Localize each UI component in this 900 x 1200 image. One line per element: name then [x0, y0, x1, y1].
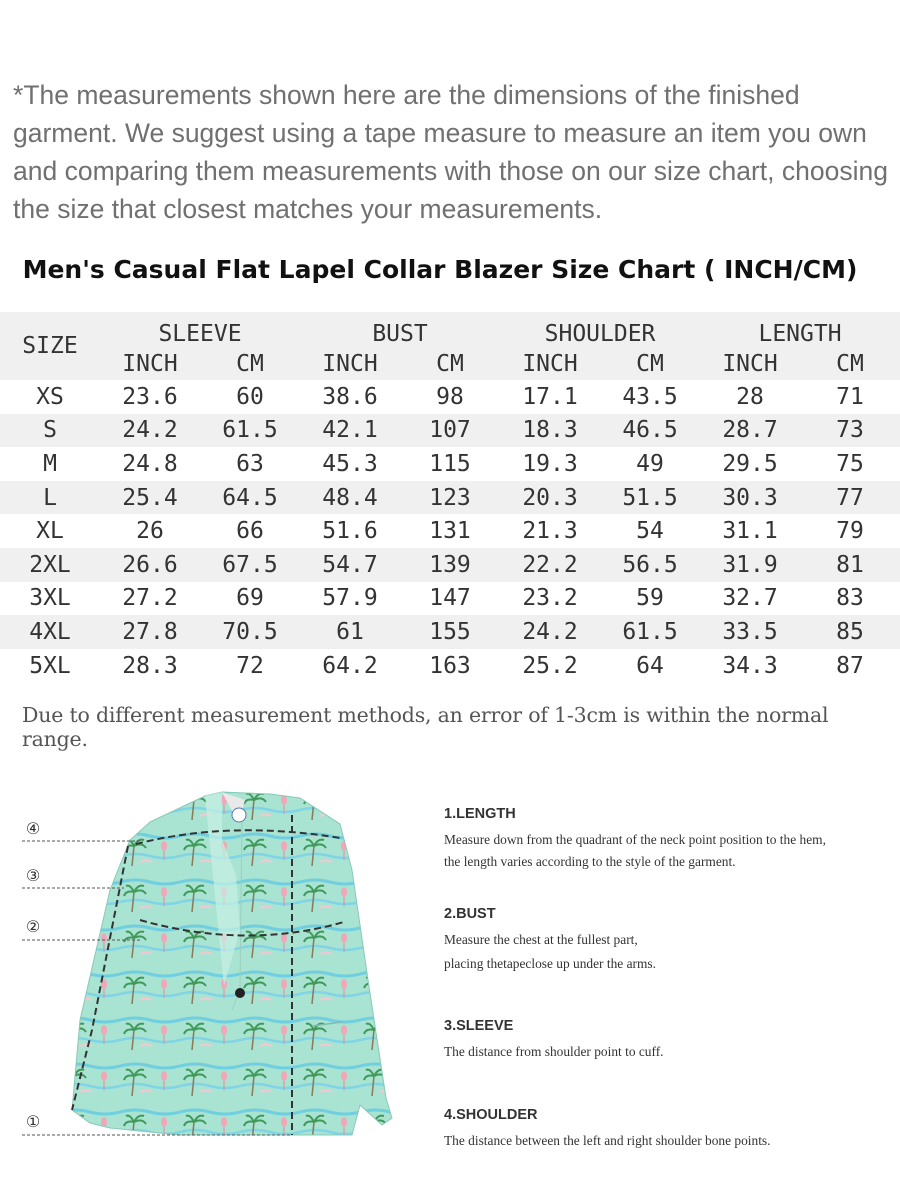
measurement-cell: 19.3: [500, 447, 600, 481]
measurement-cell: 27.8: [100, 615, 200, 649]
instruction-title-sleeve: 3.SLEEVE: [444, 1018, 514, 1034]
measurement-cell: 30.3: [700, 481, 800, 515]
unit-header: INCH: [300, 347, 400, 380]
measurement-cell: 28.3: [100, 649, 200, 683]
measurement-cell: 59: [600, 582, 700, 616]
measurement-cell: 33.5: [700, 615, 800, 649]
instruction-title-length: 1.LENGTH: [444, 806, 516, 822]
marker-1: ①: [25, 1112, 41, 1131]
marker-3: ③: [25, 866, 41, 885]
measurement-cell: 131: [400, 514, 500, 548]
measurement-cell: 31.1: [700, 514, 800, 548]
measurement-cell: 107: [400, 414, 500, 448]
marker-2: ②: [25, 917, 41, 936]
measurement-cell: 51.6: [300, 514, 400, 548]
measurement-cell: 64: [600, 649, 700, 683]
instruction-title-bust: 2.BUST: [444, 906, 496, 922]
size-cell: L: [0, 481, 100, 515]
unit-header: CM: [400, 347, 500, 380]
instruction-text-shoulder-1: The distance between the left and right shoulder bone points.: [444, 1133, 771, 1148]
measurement-cell: 26.6: [100, 548, 200, 582]
measurement-cell: 155: [400, 615, 500, 649]
measurement-cell: 83: [800, 582, 900, 616]
chart-title: Men's Casual Flat Lapel Collar Blazer Size Chart ( INCH/CM): [22, 255, 858, 284]
instruction-text-bust-2: placing thetapeclose up under the arms.: [444, 956, 656, 971]
table-row: [0, 615, 900, 649]
measurement-cell: 26: [100, 514, 200, 548]
table-row: [0, 514, 900, 548]
table-header-units: [0, 347, 900, 380]
measurement-cell: 79: [800, 514, 900, 548]
measurement-cell: 43.5: [600, 380, 700, 414]
table-row: [0, 414, 900, 448]
measurement-cell: 42.1: [300, 414, 400, 448]
size-cell: 4XL: [0, 615, 100, 649]
measurement-cell: 24.2: [500, 615, 600, 649]
table-row: [0, 481, 900, 515]
measurement-cell: 18.3: [500, 414, 600, 448]
unit-header: INCH: [500, 347, 600, 380]
size-cell: S: [0, 414, 100, 448]
measurement-cell: 45.3: [300, 447, 400, 481]
table-row: [0, 582, 900, 616]
instruction-title-shoulder: 4.SHOULDER: [444, 1107, 538, 1123]
group-header-bust: BUST: [300, 312, 500, 347]
instruction-text-sleeve-1: The distance from shoulder point to cuff.: [444, 1044, 664, 1059]
size-cell: XL: [0, 514, 100, 548]
measurement-cell: 64.2: [300, 649, 400, 683]
size-cell: XS: [0, 380, 100, 414]
size-table: [0, 312, 900, 682]
measurement-cell: 32.7: [700, 582, 800, 616]
measurement-cell: 24.2: [100, 414, 200, 448]
measurement-cell: 163: [400, 649, 500, 683]
measurement-cell: 28.7: [700, 414, 800, 448]
measurement-cell: 72: [200, 649, 300, 683]
measurement-cell: 23.6: [100, 380, 200, 414]
measurement-cell: 21.3: [500, 514, 600, 548]
size-cell: 5XL: [0, 649, 100, 683]
measurement-diagram: [0, 780, 420, 1180]
table-row: [0, 447, 900, 481]
measurement-cell: 17.1: [500, 380, 600, 414]
instruction-text-length-1: Measure down from the quadrant of the neck point position to the hem,: [444, 832, 826, 847]
measurement-cell: 63: [200, 447, 300, 481]
measurement-cell: 22.2: [500, 548, 600, 582]
group-header-sleeve: SLEEVE: [100, 312, 300, 347]
measurement-cell: 25.4: [100, 481, 200, 515]
measurement-cell: 48.4: [300, 481, 400, 515]
measurement-cell: 20.3: [500, 481, 600, 515]
measurement-cell: 61.5: [600, 615, 700, 649]
measurement-cell: 51.5: [600, 481, 700, 515]
measurement-error-note: Due to different measurement methods, an error of 1-3cm is within the normal range.: [22, 703, 829, 751]
jacket-illustration: [72, 792, 392, 1135]
measurement-cell: 98: [400, 380, 500, 414]
measurement-cell: 70.5: [200, 615, 300, 649]
unit-header: CM: [200, 347, 300, 380]
group-header-shoulder: SHOULDER: [500, 312, 700, 347]
measurement-cell: 56.5: [600, 548, 700, 582]
unit-header: CM: [600, 347, 700, 380]
measurement-cell: 23.2: [500, 582, 600, 616]
size-cell: 2XL: [0, 548, 100, 582]
table-row: [0, 548, 900, 582]
unit-header: INCH: [700, 347, 800, 380]
size-cell: M: [0, 447, 100, 481]
measurement-cell: 28: [700, 380, 800, 414]
measurement-cell: 31.9: [700, 548, 800, 582]
group-header-length: LENGTH: [700, 312, 900, 347]
table-header-groups: [0, 312, 900, 347]
measurement-cell: 81: [800, 548, 900, 582]
table-body: [0, 380, 900, 682]
measurement-cell: 64.5: [200, 481, 300, 515]
measurement-cell: 69: [200, 582, 300, 616]
measurement-cell: 85: [800, 615, 900, 649]
measurement-cell: 54.7: [300, 548, 400, 582]
measurement-cell: 139: [400, 548, 500, 582]
measurement-cell: 66: [200, 514, 300, 548]
measurement-cell: 57.9: [300, 582, 400, 616]
measurement-cell: 29.5: [700, 447, 800, 481]
instruction-text-bust-1: Measure the chest at the fullest part,: [444, 932, 638, 947]
measurement-cell: 67.5: [200, 548, 300, 582]
table-row: [0, 380, 900, 414]
measurement-cell: 87: [800, 649, 900, 683]
measurement-cell: 61.5: [200, 414, 300, 448]
measurement-cell: 60: [200, 380, 300, 414]
measurement-cell: 77: [800, 481, 900, 515]
marker-4: ④: [25, 819, 41, 838]
size-cell: 3XL: [0, 582, 100, 616]
measurement-cell: 34.3: [700, 649, 800, 683]
logo-badge: [232, 808, 246, 822]
measurement-cell: 49: [600, 447, 700, 481]
measurement-cell: 71: [800, 380, 900, 414]
measurement-cell: 123: [400, 481, 500, 515]
measurement-cell: 73: [800, 414, 900, 448]
measurement-cell: 75: [800, 447, 900, 481]
button-icon: [235, 988, 245, 998]
measurement-cell: 61: [300, 615, 400, 649]
measurement-cell: 147: [400, 582, 500, 616]
measurement-cell: 115: [400, 447, 500, 481]
intro-text: *The measurements shown here are the dimensions of the finished garment. We suggest using a tape measure to measure an item you own and comparing them measurements with those on our size chart, choosing the size that closest matches your measurements.: [13, 80, 888, 224]
measurement-cell: 46.5: [600, 414, 700, 448]
measurement-cell: 25.2: [500, 649, 600, 683]
measurement-cell: 24.8: [100, 447, 200, 481]
size-header: SIZE: [0, 312, 100, 380]
unit-header: CM: [800, 347, 900, 380]
table-row: [0, 649, 900, 683]
measurement-cell: 38.6: [300, 380, 400, 414]
measurement-cell: 27.2: [100, 582, 200, 616]
measurement-cell: 54: [600, 514, 700, 548]
instruction-text-length-2: the length varies according to the style of the garment.: [444, 854, 736, 869]
unit-header: INCH: [100, 347, 200, 380]
